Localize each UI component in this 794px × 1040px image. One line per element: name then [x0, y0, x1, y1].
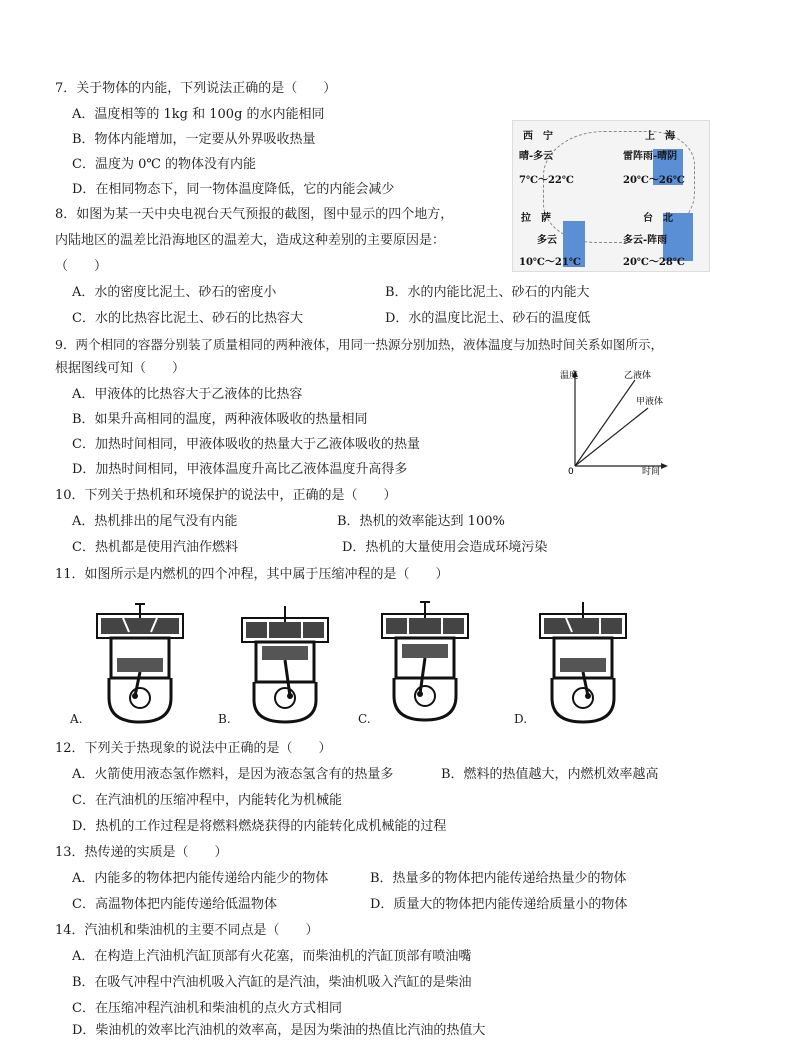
shanghai-name: 上 海: [645, 131, 675, 142]
xining-weather: 晴-多云: [519, 151, 554, 162]
q14-option-b: B．在吸气冲程中汽油机吸入汽缸的是汽油，柴油机吸入汽缸的是柴油: [72, 975, 472, 990]
weather-map-figure: [512, 120, 710, 272]
x-axis-label: 时间: [642, 467, 661, 476]
q9-option-c: C．加热时间相同，甲液体吸收的热量大于乙液体吸收的热量: [72, 437, 420, 452]
lasa-name: 拉 萨: [521, 213, 551, 224]
line-yi-label: 乙液体: [624, 371, 652, 381]
engine-label-a: A.: [70, 712, 83, 726]
q13-stem: 13．热传递的实质是（ ）: [55, 845, 228, 860]
q13-option-d: D．质量大的物体把内能传递给质量小的物体: [370, 897, 628, 912]
q9-stem-line1: 9．两个相同的容器分别装了质量相同的两种液体，用同一热源分别加热，液体温度与加热时间关系如图所示，: [55, 337, 663, 352]
q10-option-a: A．热机排出的尾气没有内能: [72, 514, 238, 529]
line-yi: [575, 380, 635, 466]
q7-option-a: A．温度相等的 1kg 和 100g 的水内能相同: [72, 107, 325, 122]
q12-option-a: A．火箭使用液态氢作燃料，是因为液态氢含有的热量多: [72, 767, 394, 782]
q7-option-d: D．在相同物态下，同一物体温度降低，它的内能会减少: [72, 182, 395, 197]
engine-stroke-c: [380, 600, 470, 724]
q12-stem: 12．下列关于热现象的说法中正确的是（ ）: [55, 741, 332, 756]
q12-option-b: B．燃料的热值越大，内燃机效率越高: [441, 767, 659, 782]
q13-option-b: B．热量多的物体把内能传递给热量少的物体: [370, 871, 627, 886]
y-axis-label: 温度: [560, 371, 579, 381]
origin-label: 0: [568, 467, 574, 476]
q8-stem-line3: （ ）: [55, 259, 108, 274]
q8-option-a: A．水的密度比泥土、砂石的密度小: [72, 285, 277, 300]
q14-stem: 14．汽油机和柴油机的主要不同点是（ ）: [55, 923, 319, 938]
engine-label-b: B.: [218, 712, 231, 726]
q11-stem: 11．如图所示是内燃机的四个冲程，其中属于压缩冲程的是（ ）: [55, 567, 449, 582]
q10-option-c: C．热机都是使用汽油作燃料: [72, 540, 238, 555]
engine-label-d: D.: [514, 712, 528, 726]
q8-option-d: D．水的温度比泥土、砂石的温度低: [385, 311, 591, 326]
q14-option-c: C．在压缩冲程汽油机和柴油机的点火方式相同: [72, 1001, 342, 1016]
q7-option-b: B．物体内能增加，一定要从外界吸收热量: [72, 132, 316, 147]
x-axis-arrow: [661, 463, 668, 469]
q10-option-b: B．热机的效率能达到 100%: [337, 514, 505, 529]
q13-option-a: A．内能多的物体把内能传递给内能少的物体: [72, 871, 329, 886]
taibei-temp: 20℃～28℃: [623, 257, 685, 268]
q13-option-c: C．高温物体把内能传递给低温物体: [72, 897, 277, 912]
q12-option-c: C．在汽油机的压缩冲程中，内能转化为机械能: [72, 793, 342, 808]
q8-option-c: C．水的比热容比泥土、砂石的比热容大: [72, 311, 303, 326]
q9-option-d: D．加热时间相同，甲液体温度升高比乙液体温度升高得多: [72, 462, 408, 477]
q10-stem: 10．下列关于热机和环境保护的说法中，正确的是（ ）: [55, 488, 397, 503]
q8-option-b: B．水的内能比泥土、砂石的内能大: [385, 285, 590, 300]
engine-stroke-d: [538, 600, 628, 724]
q14-option-d: D．柴油机的效率比汽油机的效率高，是因为柴油的热值比汽油的热值大: [72, 1023, 486, 1038]
q9-option-b: B．如果升高相同的温度，两种液体吸收的热量相同: [72, 412, 368, 427]
q7-stem: 7．关于物体的内能，下列说法正确的是（ ）: [55, 81, 337, 96]
q7-option-c: C．温度为 0℃ 的物体没有内能: [72, 157, 257, 172]
lasa-weather: 多云: [537, 235, 557, 246]
q12-option-d: D．热机的工作过程是将燃料燃烧获得的内能转化成机械能的过程: [72, 819, 447, 834]
q9-stem-line2: 根据图线可知（ ）: [55, 361, 186, 376]
lasa-temp: 10℃～21℃: [519, 257, 581, 268]
shanghai-temp: 20℃～26℃: [623, 175, 685, 186]
temperature-time-graph: [560, 366, 670, 476]
engine-label-c: C.: [358, 712, 371, 726]
q14-option-a: A．在构造上汽油机汽缸顶部有火花塞，而柴油机的汽缸顶部有喷油嘴: [72, 949, 472, 964]
taibei-name: 台 北: [643, 213, 673, 224]
taibei-weather: 多云-阵雨: [623, 235, 668, 246]
shanghai-weather: 雷阵雨-晴阴: [623, 151, 678, 162]
engine-stroke-a: [95, 600, 185, 724]
q8-stem-line1: 8．如图为某一天中央电视台天气预报的截图，图中显示的四个地方，: [55, 207, 454, 222]
line-jia: [575, 408, 648, 466]
line-jia-label: 甲液体: [636, 397, 664, 407]
engine-stroke-b: [240, 604, 330, 724]
xining-temp: 7℃～22℃: [519, 175, 574, 186]
q10-option-d: D．热机的大量使用会造成环境污染: [342, 540, 548, 555]
q8-stem-line2: 内陆地区的温差比沿海地区的温差大，造成这种差别的主要原因是：: [55, 233, 446, 248]
xining-name: 西 宁: [523, 131, 553, 142]
q9-option-a: A．甲液体的比热容大于乙液体的比热容: [72, 387, 303, 402]
